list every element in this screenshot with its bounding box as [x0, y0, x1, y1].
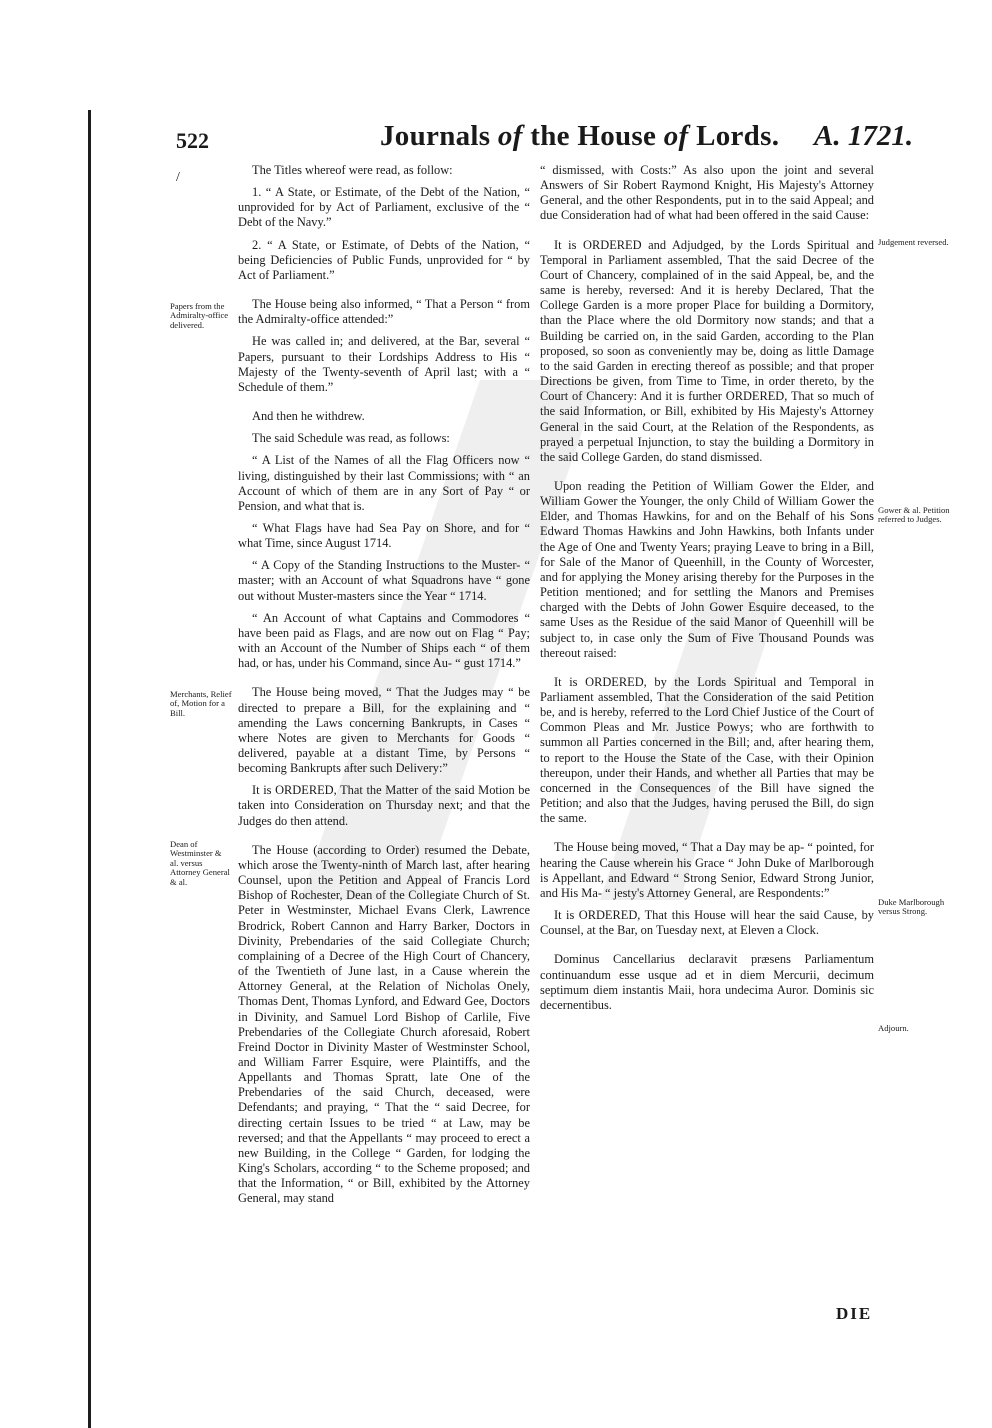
paragraph: It is ORDERED and Adjudged, by the Lords Spiritual and Temporal in Parliament assembled, That the said Decree of the Court of Chancery, complained of in the said Appeal, be, and the same is hereby, reversed: And it is hereby Declared, That the College Garden is a more proper Place for building a Dormitory, than the Place where the old Dormitory now stands; and that a Building be carried on, in the said Garden, according to the Plan proposed, so soon as conveniently may be, doing as little Damage to the said Garden in erecting thereof as possible; and that proper Directions be given, from Time to Time, in order thereto, by the Court of Chancery: And it is further ORDERED, That so much of the said Information, or Bill, exhibited by His Majesty's Attorney General in the said Court, at the Relation of the Respondents, as prayed a perpetual Injunction, to stay the building a Dormitory in the said College Garden, do stand dismissed. — [540, 237, 874, 464]
page-year: A. 1721. — [814, 120, 914, 152]
margin-note-gower: Gower & al. Petition referred to Judges. — [878, 505, 950, 525]
paragraph: The House being moved, “ That the Judges may “ be directed to prepare a Bill, for the explaining and “ amending the Laws concerning Bankrupts, in Cases “ where Notes are given to Merchants for Goods “ delivered, payable at a distant Time, by Persons “ becoming Bankrupts after such Delivery:” — [238, 685, 530, 776]
paragraph: Dominus Cancellarius declaravit præsens Parliamentum continuandum esse usque ad et in diem Mercurii, decimum septimum diem instantis Maii, hora undecima Auror. Dominis sic decernentibus. — [540, 952, 874, 1012]
paragraph: The House (according to Order) resumed the Debate, which arose the Twenty-ninth of March last, after hearing Counsel, upon the Petition and Appeal of Francis Lord Bishop of Rochester, Dean of the Collegiate Church of St. Peter in Westminster, Michael Evans Clerk, Lawrence Brodrick, Robert Cannon and Harry Barker, Doctors in Divinity, Prebendaries of the said Collegiate Church; complaining of a Decree of the High Court of Chancery, of the Twentieth of June last, in a Cause wherein the Attorney General, at the Relation of Nicholas Onely, Thomas Dent, Thomas Lynford, and Edward Gee, Doctors in Divinity, and Samuel Lord Bishop of Carlile, Five Prebendaries of the Collegiate Church aforesaid, Robert Freind Doctor in Divinity Master of Westminster School, and William Farrer Esquire, were Plaintiffs, and the Appellants and Thomas Spratt, late One of the Prebendaries of the said Church, deceased, were Defendants; and praying, “ That the “ said Decree, for directing certain Issues to be tried “ at Law, may be reversed; and that the Appellants “ may proceed to erect a new Building, in the College “ Garden, for lodging the King's Scholars, according “ to the Scheme proposed; and that the Information, “ or Bill, exhibited by the Attorney General, may stand — [238, 842, 530, 1206]
margin-note-adjourn: Adjourn. — [878, 1023, 909, 1033]
page-number: 522 — [176, 128, 209, 153]
paragraph: The House being moved, “ That a Day may be ap- “ pointed, for hearing the Cause wherein his Grace “ John Duke of Marlborough is Appellant, and Edward “ Strong Senior, Edward Strong Junior, and His Ma- “ jesty's Attorney General, are Respondents:” — [540, 840, 874, 900]
margin-note-dean: Dean of Westminster & al. versus Attorney General & al. — [170, 839, 230, 887]
margin-note-judgement: Judgement reversed. — [878, 237, 949, 247]
paragraph: “ dismissed, with Costs:” As also upon the joint and several Answers of Sir Robert Raymond Knight, His Majesty's Attorney General, and the other Respondents, put in to the said Appeal; and due Consideration had of what had been offered in the said Cause: — [540, 163, 874, 223]
binding-edge — [88, 110, 91, 1428]
paragraph: 1. “ A State, or Estimate, of the Debt of the Nation, “ unprovided for by Act of Parliament, exclusive of the “ Debt of the Navy.” — [238, 185, 530, 230]
right-column — [540, 163, 874, 1020]
paragraph: It is ORDERED, by the Lords Spiritual and Temporal in Parliament assembled, That the Consideration of the said Petition be, and is hereby, referred to the Lord Chief Justice of the Court of Common Pleas and Mr. Justice Powys; who are forthwith to summon all Parties concerned in the Bill; and, after hearing them, to report to the House the State of the Case, with their Opinion thereupon, under their Hands, and whether all Parties that may be concerned in the Consequences of the Bill have signed the Petition; and also that the Judges, having perused the Bill, do sign the same. — [540, 674, 874, 826]
margin-note-papers: Papers from the Admiralty-office delivered. — [170, 301, 229, 330]
paragraph: Upon reading the Petition of William Gower the Elder, and William Gower the Younger, the only Child of William Gower the Elder, and Thomas Hawkins, for and on the Behalf of his Sons Edward Thomas Hawkins and John Hawkins, both Infants under the Age of One and Twenty Years; praying Leave to bring in a Bill, for Sale of the Manor of Queenhill, in the County of Worcester, and for applying the Money arising thereby for the Purposes in the Petition mentioned; and for settling the Manors and Premises charged with the Debts of John Gower Esquire deceased, to the same Uses as the Residue of the said Manor of Queenhill will be subject to, in case only the Sum of Five Thousand Pounds was thereout raised: — [540, 478, 874, 660]
paragraph: The said Schedule was read, as follows: — [252, 431, 450, 446]
margin-tick: / — [176, 170, 180, 185]
page-title — [380, 120, 779, 153]
paragraph: “ An Account of what Captains and Commodores “ have been paid as Flags, and are now out on Flag “ Pay; with an Account of the Number of Ships each “ of them had, or has, under his Command, since Au- “ gust 1714.” — [238, 610, 530, 671]
title-house: House — [569, 120, 664, 152]
paragraph: “ A List of the Names of all the Flag Officers now “ living, distinguished by their last Commissions; with “ an Account of which of them are in any Sort of Pay “ or Pension, and what that is. — [238, 453, 530, 513]
paragraph: And then he withdrew. — [252, 409, 365, 424]
title-lords: Lords. — [688, 120, 780, 152]
paragraph: He was called in; and delivered, at the Bar, several “ Papers, pursuant to their Lordships Address to His “ Majesty of the Twenty-seventh of April last; with a “ Schedule of them.” — [238, 334, 530, 394]
paragraph: The Titles whereof were read, as follow: — [252, 163, 453, 177]
title-journals: Journals — [380, 120, 491, 152]
paragraph: The House being also informed, “ That a Person “ from the Admiralty-office attended:” — [238, 297, 530, 327]
catchword: DIE — [836, 1304, 873, 1323]
paragraph: “ A Copy of the Standing Instructions to the Muster- “ master; with an Account of what Squadrons have “ gone out without Muster-masters since the Year “ 1714. — [238, 558, 530, 603]
margin-note-marlborough: Duke Marlborough versus Strong. — [878, 897, 945, 917]
title-the: the — [530, 120, 570, 152]
paragraph: It is ORDERED, That the Matter of the said Motion be taken into Consideration on Thursday next; and that the Judges do then attend. — [238, 783, 530, 828]
paragraph: It is ORDERED, That this House will hear the said Cause, by Counsel, at the Bar, on Tuesday next, at Eleven a Clock. — [540, 908, 874, 938]
title-of-2: of — [663, 120, 689, 152]
paragraph: 2. “ A State, or Estimate, of Debts of the Nation, “ being Deficiencies of Public Funds, unprovided for “ by Act of Parliament.” — [238, 237, 530, 282]
paragraph: “ What Flags have had Sea Pay on Shore, and for “ what Time, since August 1714. — [238, 520, 530, 551]
margin-note-merchants: Merchants, Relief of, Motion for a Bill. — [170, 689, 232, 718]
left-column — [238, 163, 530, 1214]
title-of: of — [490, 120, 531, 152]
